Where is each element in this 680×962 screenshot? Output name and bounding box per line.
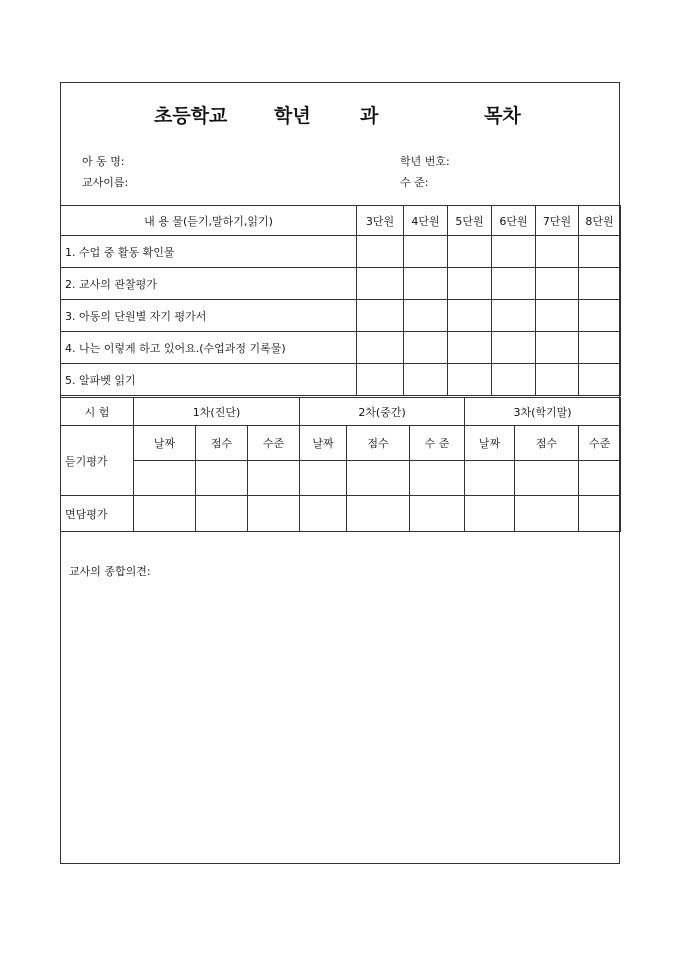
table-cell [196, 496, 248, 532]
table-cell [579, 332, 621, 364]
table-cell [347, 496, 410, 532]
table-cell [347, 461, 410, 496]
table-cell [579, 496, 621, 532]
round-header: 2차(중간) [300, 398, 465, 426]
table-cell [448, 236, 492, 268]
table-cell [410, 461, 465, 496]
table-row [61, 496, 621, 532]
table-cell [134, 496, 196, 532]
table-cell [448, 364, 492, 396]
table-cell [404, 236, 448, 268]
table-cell [492, 236, 536, 268]
table-cell [579, 461, 621, 496]
table-row [61, 236, 621, 268]
interview-label: 면담평가 [61, 496, 134, 532]
table-cell [579, 300, 621, 332]
contents-item: 1. 수업 중 활동 확인물 [61, 236, 357, 268]
table-row [61, 332, 621, 364]
contents-item: 5. 알파벳 읽기 [61, 364, 357, 396]
table-cell [492, 268, 536, 300]
sub-header-row [61, 426, 621, 461]
document-title [61, 101, 619, 131]
table-cell [515, 496, 579, 532]
table-cell [536, 236, 579, 268]
document-frame [60, 82, 620, 864]
table-cell [248, 496, 300, 532]
sub-header: 수준 [248, 426, 300, 461]
contents-table [60, 205, 621, 396]
unit-header: 5단원 [448, 206, 492, 236]
exam-label: 시 험 [61, 398, 134, 426]
sub-header: 수 준 [410, 426, 465, 461]
unit-header: 7단원 [536, 206, 579, 236]
table-cell [465, 461, 515, 496]
sub-header: 날짜 [465, 426, 515, 461]
table-cell [492, 332, 536, 364]
table-cell [404, 332, 448, 364]
sub-header: 점수 [515, 426, 579, 461]
unit-header: 6단원 [492, 206, 536, 236]
title-school: 초등학교 [154, 105, 228, 127]
unit-header: 8단원 [579, 206, 621, 236]
table-cell [579, 236, 621, 268]
table-cell [536, 332, 579, 364]
table-cell [134, 461, 196, 496]
table-cell [357, 236, 404, 268]
contents-header: 내 용 물(듣기,말하기,읽기) [61, 206, 357, 236]
table-cell [515, 461, 579, 496]
sub-header: 점수 [347, 426, 410, 461]
table-cell [579, 268, 621, 300]
table-cell [300, 461, 347, 496]
table-cell [536, 364, 579, 396]
table-cell [536, 300, 579, 332]
table-cell [357, 268, 404, 300]
table-cell [404, 364, 448, 396]
student-name-label: 아 동 명: [82, 155, 125, 168]
sub-header: 날짜 [134, 426, 196, 461]
listening-label: 듣기평가 [61, 426, 134, 496]
table-row [61, 364, 621, 396]
grade-number-label: 학년 번호: [400, 155, 450, 168]
table-cell [492, 364, 536, 396]
table-cell [410, 496, 465, 532]
round-header: 1차(진단) [134, 398, 300, 426]
sub-header: 날짜 [300, 426, 347, 461]
table-row [61, 461, 621, 496]
level-label: 수 준: [400, 176, 429, 189]
table-cell [357, 364, 404, 396]
table-cell [448, 300, 492, 332]
table-cell [492, 300, 536, 332]
table-cell [448, 268, 492, 300]
contents-header-row [61, 206, 621, 236]
table-row [61, 300, 621, 332]
teacher-opinion-label: 교사의 종합의견: [69, 565, 151, 578]
contents-item: 2. 교사의 관찰평가 [61, 268, 357, 300]
unit-header: 4단원 [404, 206, 448, 236]
contents-item: 3. 아동의 단원별 자기 평가서 [61, 300, 357, 332]
title-grade: 학년 [274, 105, 311, 127]
table-cell [300, 496, 347, 532]
table-cell [248, 461, 300, 496]
table-row [61, 268, 621, 300]
exam-header-row [61, 398, 621, 426]
title-subject: 과 [360, 105, 379, 127]
table-cell [579, 364, 621, 396]
table-cell [404, 300, 448, 332]
sub-header: 점수 [196, 426, 248, 461]
round-header: 3차(학기말) [465, 398, 621, 426]
table-cell [465, 496, 515, 532]
test-table [60, 397, 621, 532]
table-cell [357, 300, 404, 332]
table-cell [536, 268, 579, 300]
table-cell [448, 332, 492, 364]
table-cell [404, 268, 448, 300]
table-cell [196, 461, 248, 496]
sub-header: 수준 [579, 426, 621, 461]
table-cell [357, 332, 404, 364]
contents-item: 4. 나는 이렇게 하고 있어요.(수업과정 기록물) [61, 332, 357, 364]
unit-header: 3단원 [357, 206, 404, 236]
teacher-name-label: 교사이름: [82, 176, 129, 189]
title-contents: 목차 [484, 105, 521, 127]
